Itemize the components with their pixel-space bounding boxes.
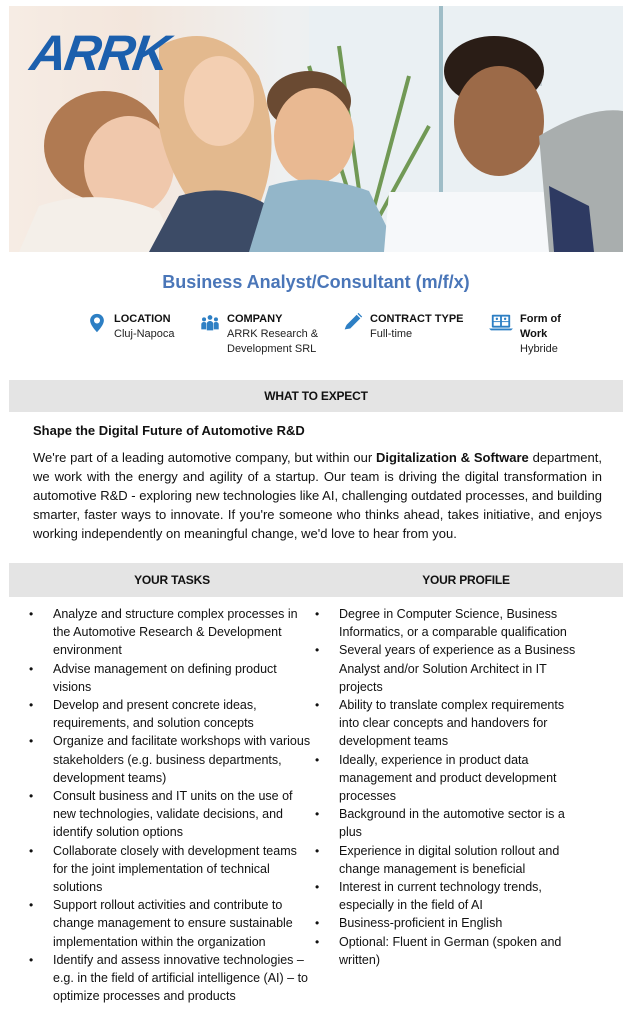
- meta-form-label-line2: Work: [520, 328, 548, 340]
- meta-contract-label: CONTRACT TYPE: [370, 313, 464, 325]
- profile-list: [315, 605, 580, 969]
- task-item: • Support rollout activities and contribute to change management to ensure sustainable implementation within the organization: [29, 896, 311, 951]
- task-item: • Consult business and IT units on the use of new technologies, validate decisions, and identify solution options: [29, 787, 311, 842]
- profile-item: • Optional: Fluent in German (spoken and written): [315, 933, 580, 969]
- meta-company-value-line2: Development SRL: [227, 343, 317, 355]
- arrk-logo: ARRK: [27, 25, 172, 81]
- profile-item: • Ability to translate complex requirements into clear concepts and handovers for development teams: [315, 696, 580, 751]
- profile-item: • Experience in digital solution rollout and change management is beneficial: [315, 842, 580, 878]
- profile-item: • Business-proficient in English: [315, 914, 580, 932]
- task-item: • Advise management on defining product visions: [29, 660, 311, 696]
- hero-image: [9, 6, 623, 252]
- meta-form-value: Hybride: [520, 343, 558, 355]
- profile-item: • Ideally, experience in product data management and product development processes: [315, 751, 580, 806]
- profile-item: • Background in the automotive sector is a plus: [315, 805, 580, 841]
- meta-company: [199, 312, 318, 357]
- section-header-what-to-expect: WHAT TO EXPECT: [9, 380, 623, 412]
- location-pin-icon: [86, 312, 108, 334]
- people-group-icon: [199, 312, 221, 334]
- profile-item: • Interest in current technology trends, especially in the field of AI: [315, 878, 580, 914]
- intro-bold-department: Digitalization & Software: [375, 450, 529, 465]
- section-header-row: [9, 563, 623, 597]
- task-item: • Identify and assess innovative technologies – e.g. in the field of artificial intelligence (AI) – to optimize processes and products: [29, 951, 311, 1006]
- tasks-list: [29, 605, 311, 1005]
- meta-contract-value: Full-time: [370, 328, 413, 340]
- intro-text-end: department, we work with the energy and agility of a startup. Our team is driving the digital transformation in automotive R&D - exploring new technologies like AI, challenging outdated processes, and building smarter, faster ways to innovate. If you're someone who thinks ahead, takes initiative, and enjoys working independently on meaningful change, we'd love to hear from you.: [33, 450, 602, 541]
- task-item: • Analyze and structure complex processes in the Automotive Research & Development environment: [29, 605, 311, 660]
- section-header-your-profile: YOUR PROFILE: [422, 573, 510, 587]
- task-item: • Organize and facilitate workshops with various stakeholders (e.g. business departments, development teams): [29, 732, 311, 787]
- meta-contract-type: [342, 312, 464, 342]
- task-item: • Develop and present concrete ideas, requirements, and solution concepts: [29, 696, 311, 732]
- expect-subheading: Shape the Digital Future of Automotive R&D: [33, 423, 305, 438]
- laptop-video-call-icon: [488, 312, 514, 334]
- expect-intro: [33, 448, 602, 543]
- section-header-your-tasks: YOUR TASKS: [134, 573, 210, 587]
- intro-text-start: We're part of a leading automotive company, but within our: [33, 450, 376, 465]
- meta-location-label: LOCATION: [114, 313, 171, 325]
- profile-item: • Several years of experience as a Business Analyst and/or Solution Architect in IT projects: [315, 641, 580, 696]
- meta-location: [86, 312, 175, 342]
- pencil-icon: [342, 312, 364, 334]
- meta-location-value: Cluj-Napoca: [114, 328, 175, 340]
- job-title: Business Analyst/Consultant (m/f/x): [162, 272, 470, 292]
- task-item: • Collaborate closely with development teams for the joint implementation of technical solutions: [29, 842, 311, 897]
- meta-form-label-line1: Form of: [520, 313, 561, 325]
- meta-company-label: COMPANY: [227, 313, 283, 325]
- meta-company-value-line1: ARRK Research &: [227, 328, 319, 340]
- profile-item: • Degree in Computer Science, Business Informatics, or a comparable qualification: [315, 605, 580, 641]
- meta-form-of-work: [488, 312, 561, 357]
